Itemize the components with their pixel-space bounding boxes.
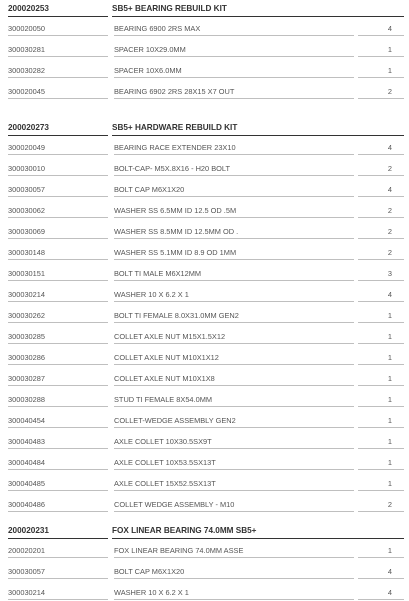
kit-section xyxy=(0,122,409,517)
part-description: BEARING 6900 2RS MAX xyxy=(114,24,354,36)
table-row xyxy=(0,41,409,62)
table-row xyxy=(0,433,409,454)
kit-code: 200020231 xyxy=(8,525,108,539)
part-description: STUD TI FEMALE 8X54.0MM xyxy=(114,395,354,407)
table-row xyxy=(0,307,409,328)
table-row xyxy=(0,83,409,104)
part-quantity: 1 xyxy=(358,479,404,491)
kit-header xyxy=(0,122,409,136)
kit-items xyxy=(0,20,409,104)
part-number: 300030151 xyxy=(8,269,108,281)
part-quantity: 1 xyxy=(358,332,404,344)
table-row xyxy=(0,412,409,433)
part-quantity: 2 xyxy=(358,500,404,512)
part-description: WASHER SS 8.5MM ID 12.5MM OD . xyxy=(114,227,354,239)
table-row xyxy=(0,20,409,41)
part-description: COLLET AXLE NUT M15X1.5X12 xyxy=(114,332,354,344)
part-number: 300040485 xyxy=(8,479,108,491)
part-quantity: 4 xyxy=(358,185,404,197)
part-description: WASHER 10 X 6.2 X 1 xyxy=(114,588,354,600)
table-row xyxy=(0,202,409,223)
part-description: COLLET AXLE NUT M10X1X12 xyxy=(114,353,354,365)
part-number: 300030057 xyxy=(8,567,108,579)
kit-header xyxy=(0,3,409,17)
table-row xyxy=(0,475,409,496)
part-quantity: 2 xyxy=(358,248,404,260)
part-quantity: 1 xyxy=(358,45,404,57)
part-quantity: 1 xyxy=(358,311,404,323)
part-description: AXLE COLLET 10X53.5SX13T xyxy=(114,458,354,470)
part-number: 300030069 xyxy=(8,227,108,239)
part-number: 300030262 xyxy=(8,311,108,323)
table-row xyxy=(0,139,409,160)
part-description: BEARING RACE EXTENDER 23X10 xyxy=(114,143,354,155)
part-number: 300030062 xyxy=(8,206,108,218)
kit-code: 200020253 xyxy=(8,3,108,17)
kit-code: 200020273 xyxy=(8,122,108,136)
table-row xyxy=(0,181,409,202)
part-number: 300030010 xyxy=(8,164,108,176)
table-row xyxy=(0,563,409,584)
part-number: 300040486 xyxy=(8,500,108,512)
part-number: 300030057 xyxy=(8,185,108,197)
table-row xyxy=(0,286,409,307)
table-row xyxy=(0,265,409,286)
part-quantity: 4 xyxy=(358,567,404,579)
table-row xyxy=(0,454,409,475)
part-number: 300040483 xyxy=(8,437,108,449)
part-number: 300030281 xyxy=(8,45,108,57)
part-description: AXLE COLLET 10X30.5SX9T xyxy=(114,437,354,449)
part-number: 300030288 xyxy=(8,395,108,407)
part-number: 300030287 xyxy=(8,374,108,386)
part-number: 300020049 xyxy=(8,143,108,155)
part-description: BOLT CAP M6X1X20 xyxy=(114,185,354,197)
part-quantity: 1 xyxy=(358,458,404,470)
part-description: BOLT-CAP- M5X.8X16 - H20 BOLT xyxy=(114,164,354,176)
part-quantity: 4 xyxy=(358,143,404,155)
kit-section xyxy=(0,3,409,104)
table-row xyxy=(0,542,409,563)
table-row xyxy=(0,496,409,517)
part-number: 300020045 xyxy=(8,87,108,99)
part-number: 200020201 xyxy=(8,546,108,558)
part-number: 300030282 xyxy=(8,66,108,78)
part-quantity: 1 xyxy=(358,66,404,78)
part-quantity: 4 xyxy=(358,290,404,302)
part-description: WASHER SS 6.5MM ID 12.5 OD .5M xyxy=(114,206,354,218)
part-quantity: 2 xyxy=(358,87,404,99)
table-row xyxy=(0,160,409,181)
kit-title: SB5+ BEARING REBUILD KIT xyxy=(112,3,404,17)
part-quantity: 1 xyxy=(358,546,404,558)
part-quantity: 2 xyxy=(358,206,404,218)
table-row xyxy=(0,244,409,265)
part-description: BOLT TI FEMALE 8.0X31.0MM GEN2 xyxy=(114,311,354,323)
part-quantity: 2 xyxy=(358,227,404,239)
part-quantity: 1 xyxy=(358,374,404,386)
kit-header xyxy=(0,525,409,539)
part-number: 300020050 xyxy=(8,24,108,36)
table-row xyxy=(0,584,409,601)
part-description: COLLET AXLE NUT M10X1X8 xyxy=(114,374,354,386)
kit-items xyxy=(0,139,409,517)
part-quantity: 3 xyxy=(358,269,404,281)
part-description: AXLE COLLET 15X52.5SX13T xyxy=(114,479,354,491)
kit-title: SB5+ HARDWARE REBUILD KIT xyxy=(112,122,404,136)
part-quantity: 1 xyxy=(358,395,404,407)
part-description: BOLT TI MALE M6X12MM xyxy=(114,269,354,281)
part-quantity: 1 xyxy=(358,437,404,449)
part-description: WASHER SS 5.1MM ID 8.9 OD 1MM xyxy=(114,248,354,260)
part-description: SPACER 10X29.0MM xyxy=(114,45,354,57)
part-quantity: 1 xyxy=(358,353,404,365)
table-row xyxy=(0,328,409,349)
part-description: BEARING 6902 2RS 28X15 X7 OUT xyxy=(114,87,354,99)
part-description: COLLET WEDGE ASSEMBLY - M10 xyxy=(114,500,354,512)
part-number: 300030214 xyxy=(8,290,108,302)
part-quantity: 2 xyxy=(358,164,404,176)
part-description: WASHER 10 X 6.2 X 1 xyxy=(114,290,354,302)
table-row xyxy=(0,391,409,412)
table-row xyxy=(0,349,409,370)
part-number: 300030285 xyxy=(8,332,108,344)
part-number: 300040454 xyxy=(8,416,108,428)
kit-title: FOX LINEAR BEARING 74.0MM SB5+ xyxy=(112,525,404,539)
table-row xyxy=(0,62,409,83)
part-quantity: 4 xyxy=(358,588,404,600)
part-number: 300030286 xyxy=(8,353,108,365)
part-quantity: 1 xyxy=(358,416,404,428)
part-number: 300030148 xyxy=(8,248,108,260)
part-number: 300030214 xyxy=(8,588,108,600)
part-description: COLLET-WEDGE ASSEMBLY GEN2 xyxy=(114,416,354,428)
part-quantity: 4 xyxy=(358,24,404,36)
table-row xyxy=(0,223,409,244)
part-description: FOX LINEAR BEARING 74.0MM ASSE xyxy=(114,546,354,558)
part-description: SPACER 10X6.0MM xyxy=(114,66,354,78)
kit-items xyxy=(0,542,409,601)
table-row xyxy=(0,370,409,391)
kit-section xyxy=(0,525,409,601)
part-description: BOLT CAP M6X1X20 xyxy=(114,567,354,579)
part-number: 300040484 xyxy=(8,458,108,470)
